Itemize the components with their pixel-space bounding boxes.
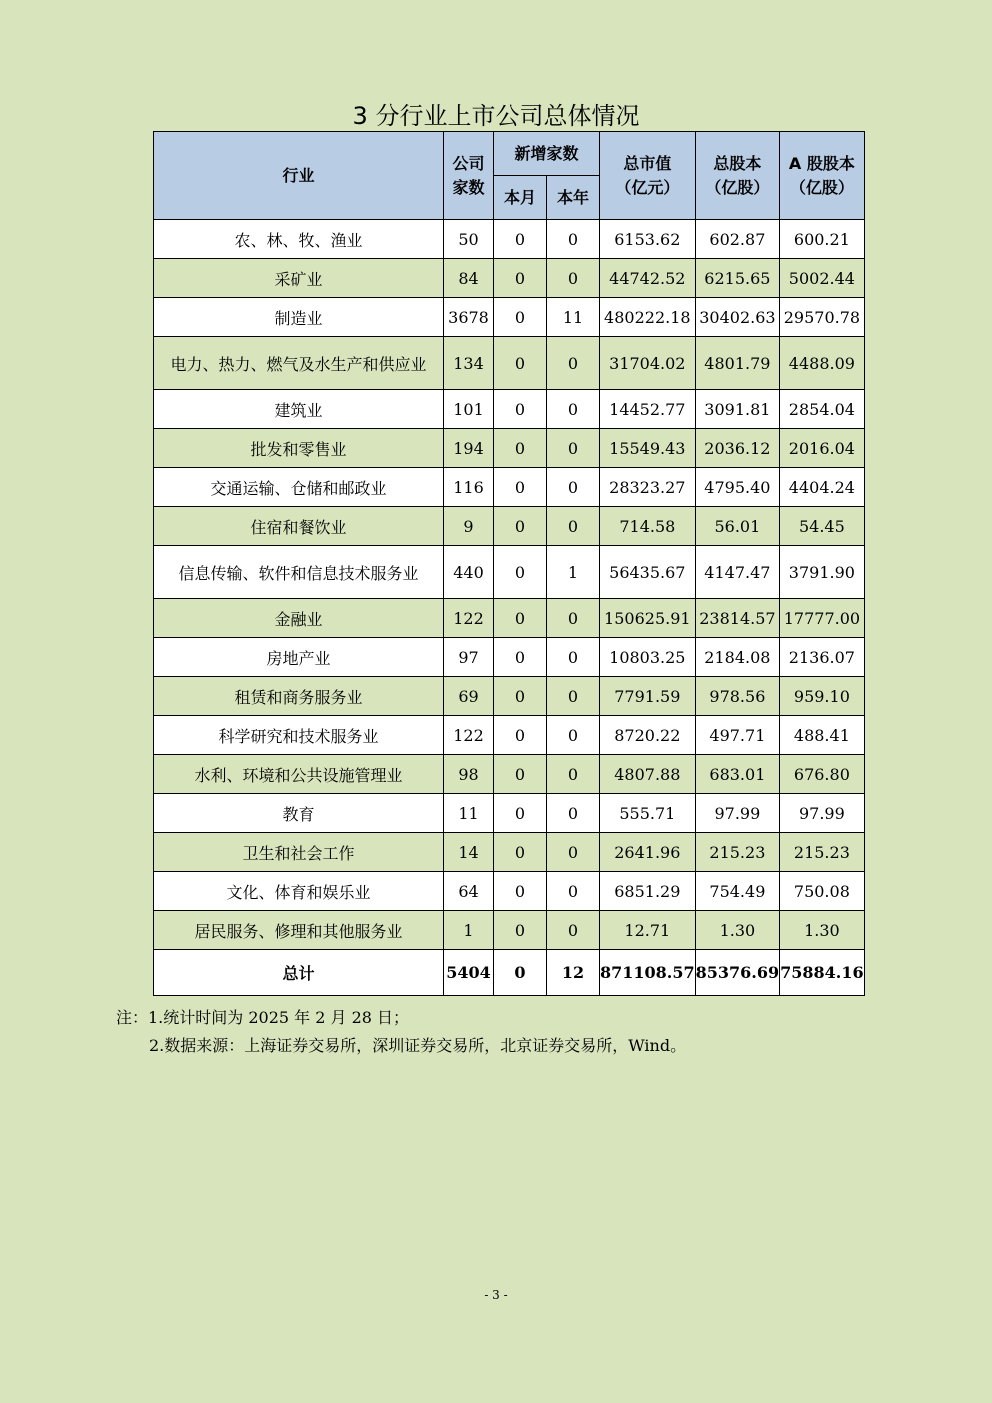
cell-ashares: 2854.04 [780, 390, 865, 429]
cell-mktcap: 15549.43 [600, 429, 696, 468]
cell-companies: 440 [444, 546, 494, 599]
cell-mktcap: 12.71 [600, 911, 696, 950]
table-row [154, 872, 865, 911]
cell-ashares: 17777.00 [780, 599, 865, 638]
total-ashares: 75884.16 [780, 950, 865, 996]
cell-companies: 97 [444, 638, 494, 677]
table-row [154, 599, 865, 638]
cell-year: 0 [547, 429, 600, 468]
cell-industry: 房地产业 [154, 638, 444, 677]
cell-mktcap: 555.71 [600, 794, 696, 833]
table-row [154, 911, 865, 950]
cell-month: 0 [494, 468, 547, 507]
cell-industry: 文化、体育和娱乐业 [154, 872, 444, 911]
cell-companies: 134 [444, 337, 494, 390]
cell-year: 0 [547, 337, 600, 390]
cell-shares: 978.56 [695, 677, 780, 716]
cell-shares: 4795.40 [695, 468, 780, 507]
cell-month: 0 [494, 677, 547, 716]
note-2: 2.数据来源：上海证券交易所，深圳证券交易所，北京证券交易所，Wind。 [149, 1036, 687, 1055]
total-month: 0 [494, 950, 547, 996]
cell-companies: 1 [444, 911, 494, 950]
cell-month: 0 [494, 872, 547, 911]
cell-mktcap: 6851.29 [600, 872, 696, 911]
cell-ashares: 29570.78 [780, 298, 865, 337]
cell-companies: 101 [444, 390, 494, 429]
cell-ashares: 676.80 [780, 755, 865, 794]
cell-year: 0 [547, 390, 600, 429]
cell-ashares: 4404.24 [780, 468, 865, 507]
cell-year: 0 [547, 677, 600, 716]
cell-industry: 教育 [154, 794, 444, 833]
note-1: 注：1.统计时间为 2025 年 2 月 28 日； [116, 1008, 410, 1027]
total-companies: 5404 [444, 950, 494, 996]
cell-shares: 4147.47 [695, 546, 780, 599]
cell-mktcap: 10803.25 [600, 638, 696, 677]
cell-ashares: 2136.07 [780, 638, 865, 677]
cell-ashares: 750.08 [780, 872, 865, 911]
cell-industry: 农、林、牧、渔业 [154, 220, 444, 259]
cell-month: 0 [494, 794, 547, 833]
table-row [154, 546, 865, 599]
cell-mktcap: 28323.27 [600, 468, 696, 507]
total-shares: 85376.69 [695, 950, 780, 996]
cell-month: 0 [494, 911, 547, 950]
cell-year: 0 [547, 755, 600, 794]
table-row [154, 259, 865, 298]
cell-shares: 3091.81 [695, 390, 780, 429]
cell-companies: 11 [444, 794, 494, 833]
cell-year: 0 [547, 507, 600, 546]
cell-year: 1 [547, 546, 600, 599]
cell-ashares: 1.30 [780, 911, 865, 950]
cell-companies: 14 [444, 833, 494, 872]
cell-shares: 6215.65 [695, 259, 780, 298]
cell-year: 0 [547, 794, 600, 833]
cell-year: 0 [547, 833, 600, 872]
cell-mktcap: 4807.88 [600, 755, 696, 794]
cell-year: 0 [547, 599, 600, 638]
cell-month: 0 [494, 638, 547, 677]
cell-mktcap: 2641.96 [600, 833, 696, 872]
header-industry: 行业 [154, 132, 444, 220]
cell-companies: 3678 [444, 298, 494, 337]
cell-companies: 194 [444, 429, 494, 468]
table-row [154, 507, 865, 546]
cell-year: 0 [547, 716, 600, 755]
cell-mktcap: 480222.18 [600, 298, 696, 337]
cell-companies: 64 [444, 872, 494, 911]
page-number: - 3 - [484, 1288, 508, 1302]
cell-shares: 1.30 [695, 911, 780, 950]
header-year: 本年 [547, 176, 600, 220]
cell-industry: 科学研究和技术服务业 [154, 716, 444, 755]
cell-mktcap: 7791.59 [600, 677, 696, 716]
cell-companies: 50 [444, 220, 494, 259]
cell-industry: 金融业 [154, 599, 444, 638]
cell-industry: 批发和零售业 [154, 429, 444, 468]
cell-companies: 9 [444, 507, 494, 546]
cell-shares: 2184.08 [695, 638, 780, 677]
cell-year: 0 [547, 468, 600, 507]
cell-ashares: 3791.90 [780, 546, 865, 599]
cell-month: 0 [494, 220, 547, 259]
cell-ashares: 54.45 [780, 507, 865, 546]
cell-shares: 4801.79 [695, 337, 780, 390]
header-mktcap: 总市值 （亿元） [600, 132, 696, 220]
header-companies: 公司 家数 [444, 132, 494, 220]
cell-shares: 30402.63 [695, 298, 780, 337]
table-row [154, 468, 865, 507]
cell-shares: 23814.57 [695, 599, 780, 638]
cell-mktcap: 8720.22 [600, 716, 696, 755]
cell-industry: 制造业 [154, 298, 444, 337]
cell-month: 0 [494, 259, 547, 298]
cell-shares: 754.49 [695, 872, 780, 911]
cell-shares: 56.01 [695, 507, 780, 546]
cell-ashares: 215.23 [780, 833, 865, 872]
cell-month: 0 [494, 390, 547, 429]
cell-month: 0 [494, 755, 547, 794]
cell-ashares: 2016.04 [780, 429, 865, 468]
table-row [154, 390, 865, 429]
header-ashares: A 股股本 （亿股） [780, 132, 865, 220]
cell-mktcap: 44742.52 [600, 259, 696, 298]
cell-year: 0 [547, 220, 600, 259]
cell-shares: 602.87 [695, 220, 780, 259]
cell-year: 0 [547, 259, 600, 298]
cell-ashares: 600.21 [780, 220, 865, 259]
cell-companies: 116 [444, 468, 494, 507]
cell-ashares: 97.99 [780, 794, 865, 833]
cell-year: 11 [547, 298, 600, 337]
cell-mktcap: 14452.77 [600, 390, 696, 429]
cell-year: 0 [547, 638, 600, 677]
cell-industry: 居民服务、修理和其他服务业 [154, 911, 444, 950]
cell-month: 0 [494, 337, 547, 390]
cell-shares: 215.23 [695, 833, 780, 872]
header-new: 新增家数 [494, 132, 600, 176]
table-row [154, 833, 865, 872]
cell-mktcap: 714.58 [600, 507, 696, 546]
table-row [154, 429, 865, 468]
header-month: 本月 [494, 176, 547, 220]
cell-ashares: 488.41 [780, 716, 865, 755]
total-industry: 总计 [154, 950, 444, 996]
cell-month: 0 [494, 507, 547, 546]
cell-shares: 97.99 [695, 794, 780, 833]
cell-mktcap: 150625.91 [600, 599, 696, 638]
cell-companies: 98 [444, 755, 494, 794]
cell-companies: 84 [444, 259, 494, 298]
table-row [154, 638, 865, 677]
cell-month: 0 [494, 599, 547, 638]
cell-shares: 497.71 [695, 716, 780, 755]
cell-year: 0 [547, 872, 600, 911]
cell-companies: 122 [444, 599, 494, 638]
page-title: 3 分行业上市公司总体情况 [352, 102, 640, 130]
cell-mktcap: 56435.67 [600, 546, 696, 599]
table-row [154, 755, 865, 794]
cell-industry: 住宿和餐饮业 [154, 507, 444, 546]
cell-year: 0 [547, 911, 600, 950]
total-row [154, 950, 865, 996]
industry-table [153, 131, 865, 996]
cell-shares: 2036.12 [695, 429, 780, 468]
cell-industry: 水利、环境和公共设施管理业 [154, 755, 444, 794]
cell-shares: 683.01 [695, 755, 780, 794]
cell-industry: 建筑业 [154, 390, 444, 429]
cell-mktcap: 31704.02 [600, 337, 696, 390]
table-row [154, 677, 865, 716]
cell-industry: 采矿业 [154, 259, 444, 298]
cell-industry: 交通运输、仓储和邮政业 [154, 468, 444, 507]
cell-month: 0 [494, 833, 547, 872]
cell-month: 0 [494, 429, 547, 468]
total-mktcap: 871108.57 [600, 950, 696, 996]
table-row [154, 794, 865, 833]
cell-month: 0 [494, 716, 547, 755]
cell-industry: 租赁和商务服务业 [154, 677, 444, 716]
cell-industry: 信息传输、软件和信息技术服务业 [154, 546, 444, 599]
cell-month: 0 [494, 546, 547, 599]
cell-ashares: 5002.44 [780, 259, 865, 298]
cell-industry: 电力、热力、燃气及水生产和供应业 [154, 337, 444, 390]
total-year: 12 [547, 950, 600, 996]
cell-ashares: 959.10 [780, 677, 865, 716]
table-row [154, 298, 865, 337]
cell-companies: 122 [444, 716, 494, 755]
table-row [154, 716, 865, 755]
cell-companies: 69 [444, 677, 494, 716]
cell-industry: 卫生和社会工作 [154, 833, 444, 872]
cell-mktcap: 6153.62 [600, 220, 696, 259]
cell-ashares: 4488.09 [780, 337, 865, 390]
header-shares: 总股本 （亿股） [695, 132, 780, 220]
table-row [154, 220, 865, 259]
table-row [154, 337, 865, 390]
cell-month: 0 [494, 298, 547, 337]
